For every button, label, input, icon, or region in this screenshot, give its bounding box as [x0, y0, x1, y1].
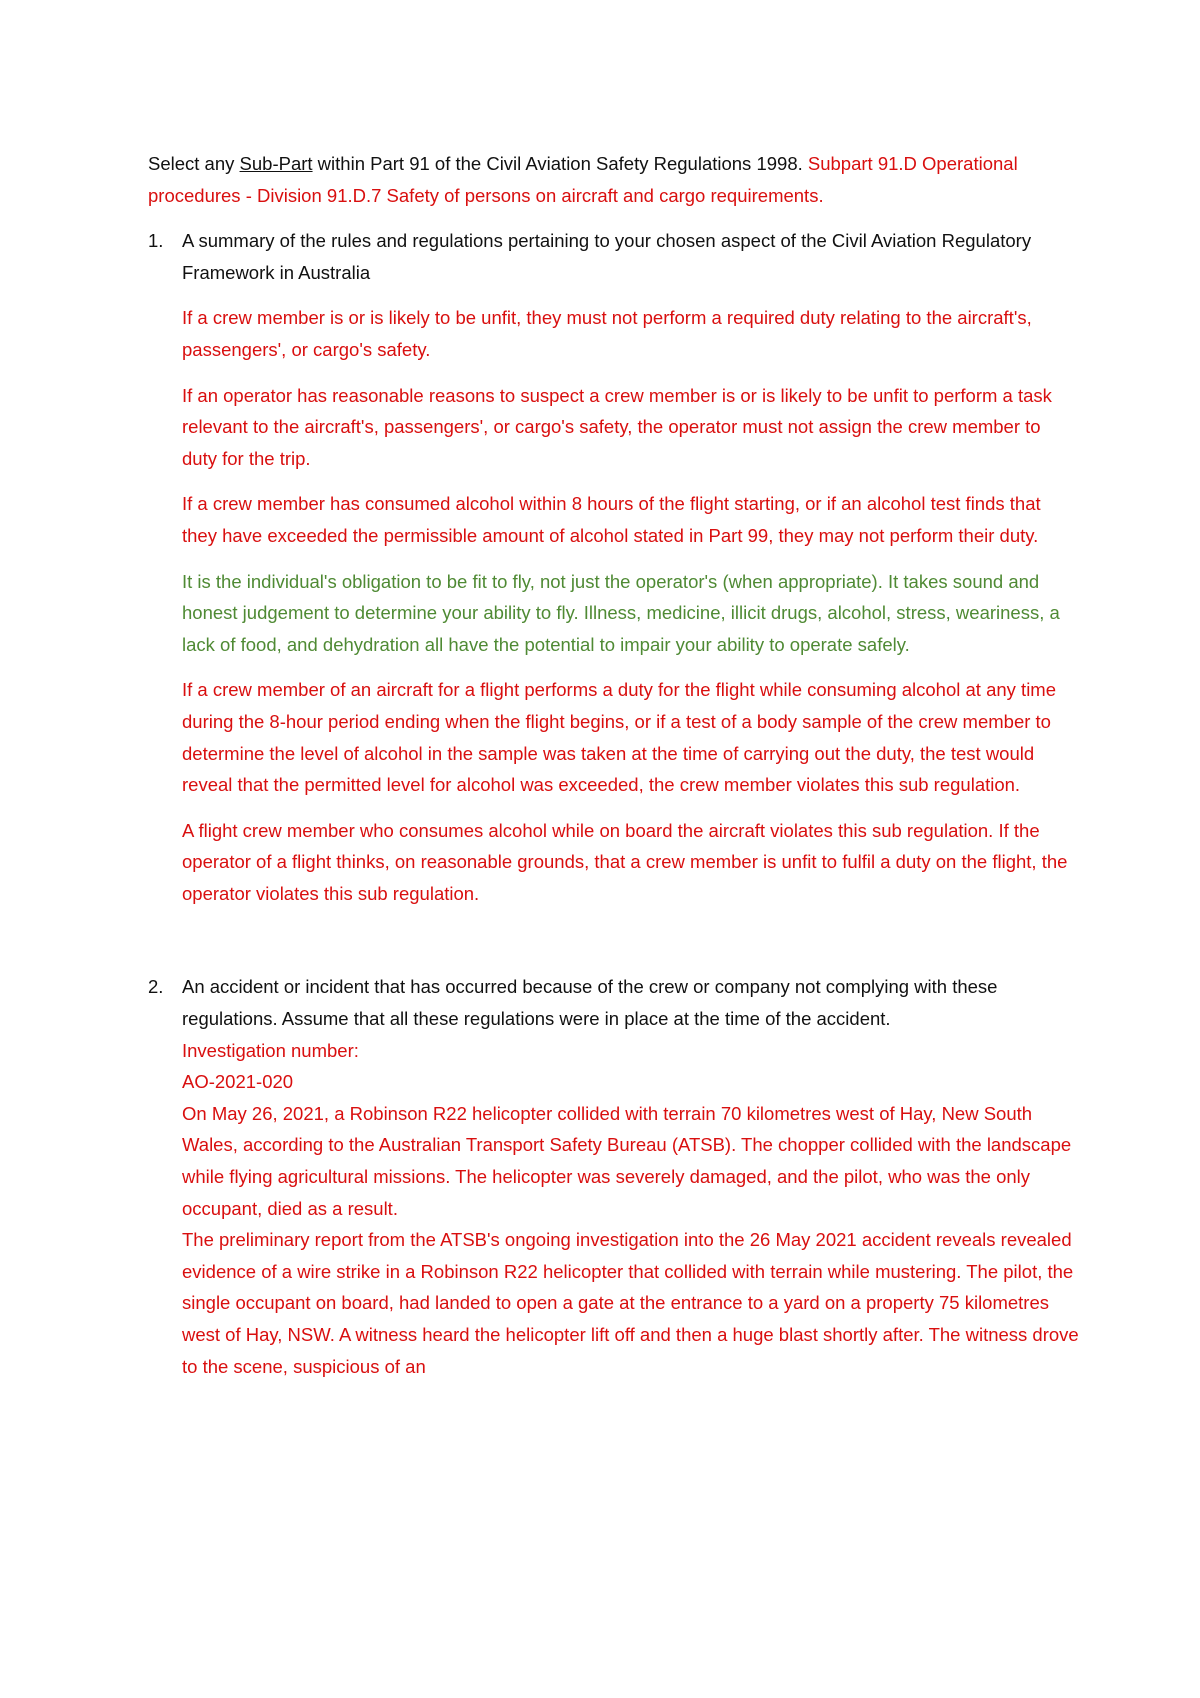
section-1-question: A summary of the rules and regulations pertaining to your chosen aspect of the Civil Aviation Regulatory Framework in Australia [182, 230, 1032, 283]
section-1-paragraph-3: If a crew member has consumed alcohol within 8 hours of the flight starting, or if an alcohol test finds that they have exceeded the permissible amount of alcohol stated in Part 99, they may not perform their duty. [182, 493, 1041, 546]
section-spacer [148, 909, 1080, 971]
intro-paragraph [148, 148, 1080, 211]
investigation-label: Investigation number: [182, 1039, 359, 1061]
section-1-paragraph-4: It is the individual's obligation to be fit to fly, not just the operator's (when appropriate). It takes sound and honest judgement to determine your ability to fly. Illness, medicine, illicit drugs, alcohol, stress, weariness, a lack of food, and dehydration all have the potential to impair your ability to operate safely. [182, 570, 1060, 655]
section-2-paragraph-1: On May 26, 2021, a Robinson R22 helicopter collided with terrain 70 kilometres west of Hay, New South Wales, according to the Australian Transport Safety Bureau (ATSB). The chopper collided with the landscape while flying agricultural missions. The helicopter was severely damaged, and the pilot, who was the only occupant, died as a result. [182, 1102, 1072, 1219]
investigation-number: AO-2021-020 [182, 1071, 294, 1093]
section-2-question: An accident or incident that has occurred because of the crew or company not complying with these regulations. Assume that all these regulations were in place at the time of the accident. [182, 976, 998, 1030]
section-2-number: 2. [148, 976, 164, 998]
section-1-body [182, 225, 1080, 909]
section-1-number: 1. [148, 230, 164, 252]
intro-chosen-subpart: Subpart 91.D Operational procedures - Division 91.D.7 Safety of persons on aircraft and cargo requirements. [148, 153, 1018, 206]
section-1-paragraph-1: If a crew member is or is likely to be unfit, they must not perform a required duty relating to the aircraft's, passengers', or cargo's safety. [182, 307, 1032, 360]
intro-underlined-term: Sub-Part [239, 153, 313, 174]
section-2-paragraph-2: The preliminary report from the ATSB's ongoing investigation into the 26 May 2021 accident reveals revealed evidence of a wire strike in a Robinson R22 helicopter that collided with terrain while mustering. The pilot, the single occupant on board, had landed to open a gate at the entrance to a yard on a property 75 kilometres west of Hay, NSW. A witness heard the helicopter lift off and then a huge blast shortly after. The witness drove to the scene, suspicious of an [182, 1229, 1079, 1377]
section-1-paragraph-6: A flight crew member who consumes alcohol while on board the aircraft violates this sub regulation. If the operator of a flight thinks, on reasonable grounds, that a crew member is unfit to fulfil a duty on the flight, the operator violates this sub regulation. [182, 819, 1068, 904]
section-2 [148, 971, 1080, 1382]
intro-prefix: Select any [148, 153, 240, 174]
intro-suffix: within Part 91 of the Civil Aviation Safety Regulations 1998. [312, 153, 808, 174]
section-1-paragraph-2: If an operator has reasonable reasons to suspect a crew member is or is likely to be unfit to perform a task relevant to the aircraft's, passengers', or cargo's safety, the operator must not assign the crew member to duty for the trip. [182, 384, 1052, 469]
section-1-paragraph-5: If a crew member of an aircraft for a flight performs a duty for the flight while consuming alcohol at any time during the 8-hour period ending when the flight begins, or if a test of a body sample of the crew member to determine the level of alcohol in the sample was taken at the time of carrying out the duty, the test would reveal that the permitted level for alcohol was exceeded, the crew member violates this sub regulation. [182, 679, 1056, 796]
section-1 [148, 225, 1080, 909]
section-2-body [182, 971, 1080, 1382]
